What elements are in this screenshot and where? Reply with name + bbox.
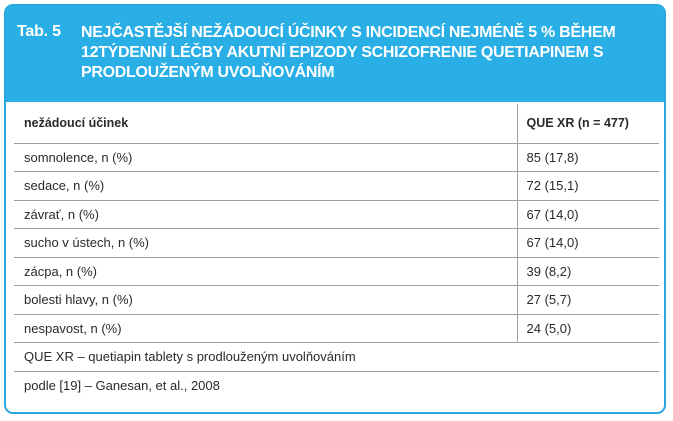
effect-cell: somnolence, n (%) [14,143,517,172]
value-cell: 67 (14,0) [517,200,659,229]
effect-cell: zácpa, n (%) [14,257,517,286]
footnote-row [14,343,659,372]
table-row [14,229,659,258]
table-row [14,143,659,172]
value-cell: 27 (5,7) [517,286,659,315]
table-row [14,172,659,201]
footnote-source: podle [19] – Ganesan, et al., 2008 [24,378,220,393]
effect-cell: sucho v ústech, n (%) [14,229,517,258]
column-header-que-xr: QUE XR (n = 477) [517,104,659,143]
value-cell: 72 (15,1) [517,172,659,201]
effect-cell: závrať, n (%) [14,200,517,229]
effect-cell: bolesti hlavy, n (%) [14,286,517,315]
value-cell: 24 (5,0) [517,314,659,343]
footnote-abbreviation: QUE XR – quetiapin tablety s prodlouženým uvolňováním [14,343,659,372]
table-number: Tab. 5 [17,23,61,40]
effect-cell: sedace, n (%) [14,172,517,201]
table-title: NEJČASTĚJŠÍ NEŽÁDOUCÍ ÚČINKY S INCIDENCÍ NEJMÉNĚ 5 % BĚHEM 12TÝDENNÍ LÉČBY AKUTNÍ EPIZODY SCHIZOFRENIE QUETIAPINEM S PRODLOUŽENÝM UVOLŇOVÁNÍM [81,24,616,81]
value-cell: 67 (14,0) [517,229,659,258]
value-cell: 85 (17,8) [517,143,659,172]
effect-cell: nespavost, n (%) [14,314,517,343]
table-row [14,257,659,286]
footnote-row [14,371,659,400]
table-row [14,200,659,229]
table-header-banner [6,6,664,102]
table-row [14,286,659,315]
table-frame [4,4,666,414]
value-cell: 39 (8,2) [517,257,659,286]
table-header-row [14,104,659,143]
adverse-effects-table [14,104,659,400]
table-row [14,314,659,343]
column-header-effect: nežádoucí účinek [14,104,517,143]
